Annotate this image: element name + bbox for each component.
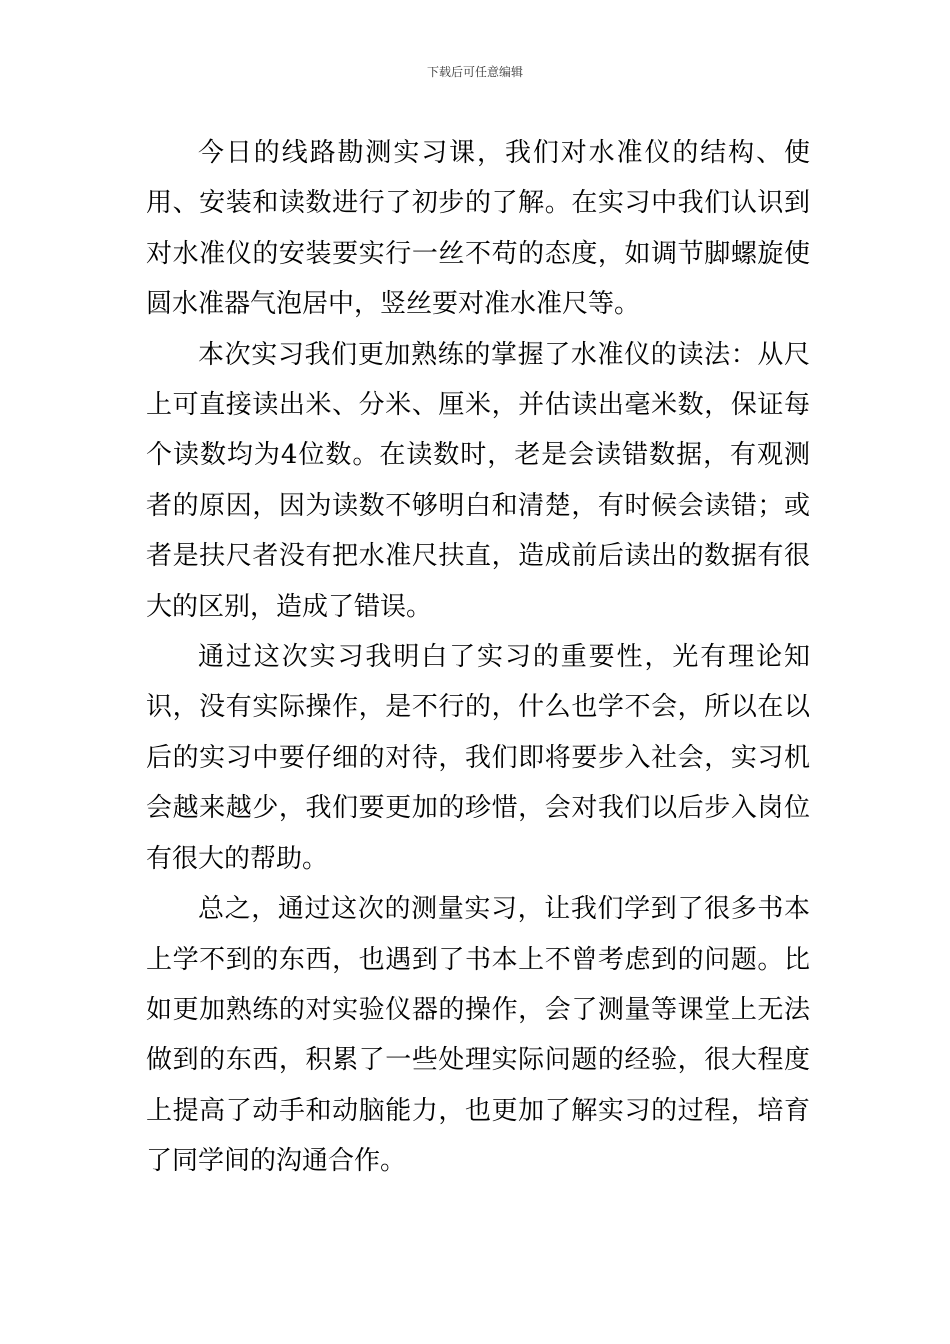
paragraph-4: 总之，通过这次的测量实习，让我们学到了很多书本上学不到的东西，也遇到了书本上不曾考虑到的问题。比如更加熟练的对实验仪器的操作，会了测量等课堂上无法做到的东西，积累了一些处理实际问题的经验，很大程度上提高了动手和动脑能力，也更加了解实习的过程，培育了同学间的沟通合作。 <box>146 894 810 1177</box>
paragraph-2: 本次实习我们更加熟练的掌握了水准仪的读法：从尺上可直接读出米、分米、厘米，并估读出毫米数，保证每个读数均为4位数。在读数时，老是会读错数据，有观测者的原因，因为读数不够明白和清楚，有时候会读错；或者是扶尺者没有把水准尺扶直，造成前后读出的数据有很大的区别，造成了错误。 <box>146 339 810 622</box>
paragraph-1: 今日的线路勘测实习课，我们对水准仪的结构、使用、安装和读数进行了初步的了解。在实习中我们认识到对水准仪的安装要实行一丝不苟的态度，如调节脚螺旋使圆水准器气泡居中，竖丝要对准水准尺等。 <box>146 138 810 320</box>
paragraph-3: 通过这次实习我明白了实习的重要性，光有理论知识，没有实际操作，是不行的，什么也学不会，所以在以后的实习中要仔细的对待，我们即将要步入社会，实习机会越来越少，我们要更加的珍惜，会对我们以后步入岗位有很大的帮助。 <box>146 642 810 874</box>
document-body <box>146 128 810 1187</box>
header-note: 下载后可任意编辑 <box>426 65 523 79</box>
